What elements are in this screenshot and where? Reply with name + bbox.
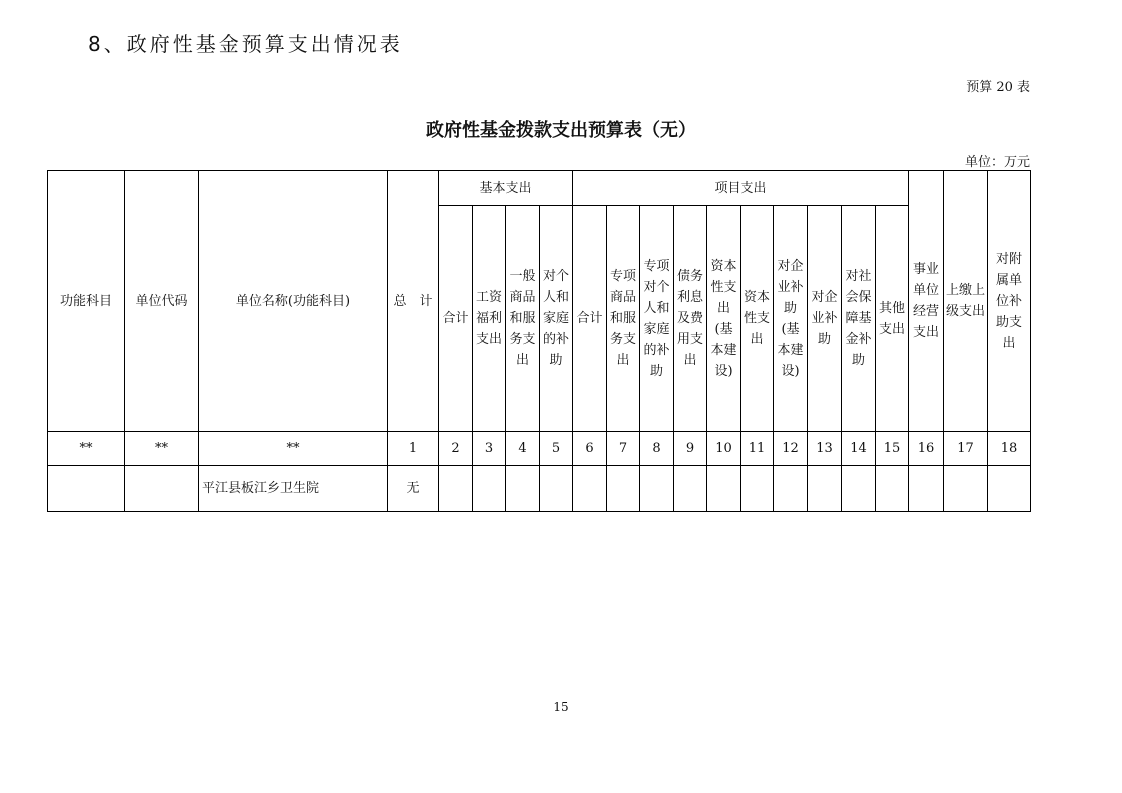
data-cell-func-subject [48,466,125,512]
code-cell: 11 [741,432,774,466]
data-cell [506,466,540,512]
data-cell-unit-code [125,466,199,512]
code-cell: ** [125,432,199,466]
data-cell [808,466,842,512]
data-cell [573,466,607,512]
header-capital: 资本性支出 [741,206,774,432]
data-cell-total: 无 [388,466,439,512]
data-cell [473,466,506,512]
data-cell [741,466,774,512]
header-project: 项目支出 [573,171,909,206]
header-total: 总 计 [388,171,439,432]
header-func-subject: 功能科目 [48,171,125,432]
page-heading: 8、政府性基金预算支出情况表 [88,32,403,56]
unit-label: 单位：万元 [964,155,1030,170]
data-cell [876,466,909,512]
header-social: 对社会保障基金补助 [842,206,876,432]
header-upper: 上缴上级支出 [944,171,988,432]
budget-table [47,170,1031,512]
header-enterprise: 对企业补助 [808,206,842,432]
code-cell: 9 [674,432,707,466]
code-cell: 6 [573,432,607,466]
code-cell: ** [199,432,388,466]
data-cell-unit-name: 平江县板江乡卫生院 [199,466,388,512]
header-basic-total: 合计 [439,206,473,432]
code-cell: 17 [944,432,988,466]
data-cell [607,466,640,512]
data-cell [909,466,944,512]
code-cell: 13 [808,432,842,466]
header-unit-name: 单位名称(功能科目) [199,171,388,432]
header-basic: 基本支出 [439,171,573,206]
table-number: 预算 20 表 [966,80,1030,95]
page-number: 15 [553,700,569,714]
data-cell [439,466,473,512]
code-cell: 1 [388,432,439,466]
code-cell: 15 [876,432,909,466]
header-family-basic: 对个人和家庭的补助 [540,206,573,432]
header-special-goods: 专项商品和服务支出 [607,206,640,432]
data-cell [842,466,876,512]
table-title: 政府性基金拨款支出预算表（无） [426,120,696,141]
code-cell: 14 [842,432,876,466]
header-unit-code: 单位代码 [125,171,199,432]
header-capital-build: 资本性支出(基本建设) [707,206,741,432]
data-cell [674,466,707,512]
data-cell [707,466,741,512]
table-row [48,466,1031,512]
code-cell: 2 [439,432,473,466]
header-debt: 债务利息及费用支出 [674,206,707,432]
code-cell: 4 [506,432,540,466]
header-subsidiary: 对附属单位补助支出 [988,171,1031,432]
code-row [48,432,1031,466]
code-cell: ** [48,432,125,466]
header-special-family: 专项对个人和家庭的补助 [640,206,674,432]
data-cell [774,466,808,512]
code-cell: 5 [540,432,573,466]
code-cell: 3 [473,432,506,466]
code-cell: 16 [909,432,944,466]
header-project-total: 合计 [573,206,607,432]
data-cell [540,466,573,512]
header-goods: 一般商品和服务支出 [506,206,540,432]
header-salary: 工资福利支出 [473,206,506,432]
data-cell [944,466,988,512]
header-enterprise-build: 对企业补助(基本建设) [774,206,808,432]
header-other: 其他支出 [876,206,909,432]
code-cell: 10 [707,432,741,466]
data-cell [988,466,1031,512]
code-cell: 7 [607,432,640,466]
code-cell: 18 [988,432,1031,466]
code-cell: 8 [640,432,674,466]
header-business: 事业单位经营支出 [909,171,944,432]
data-cell [640,466,674,512]
code-cell: 12 [774,432,808,466]
